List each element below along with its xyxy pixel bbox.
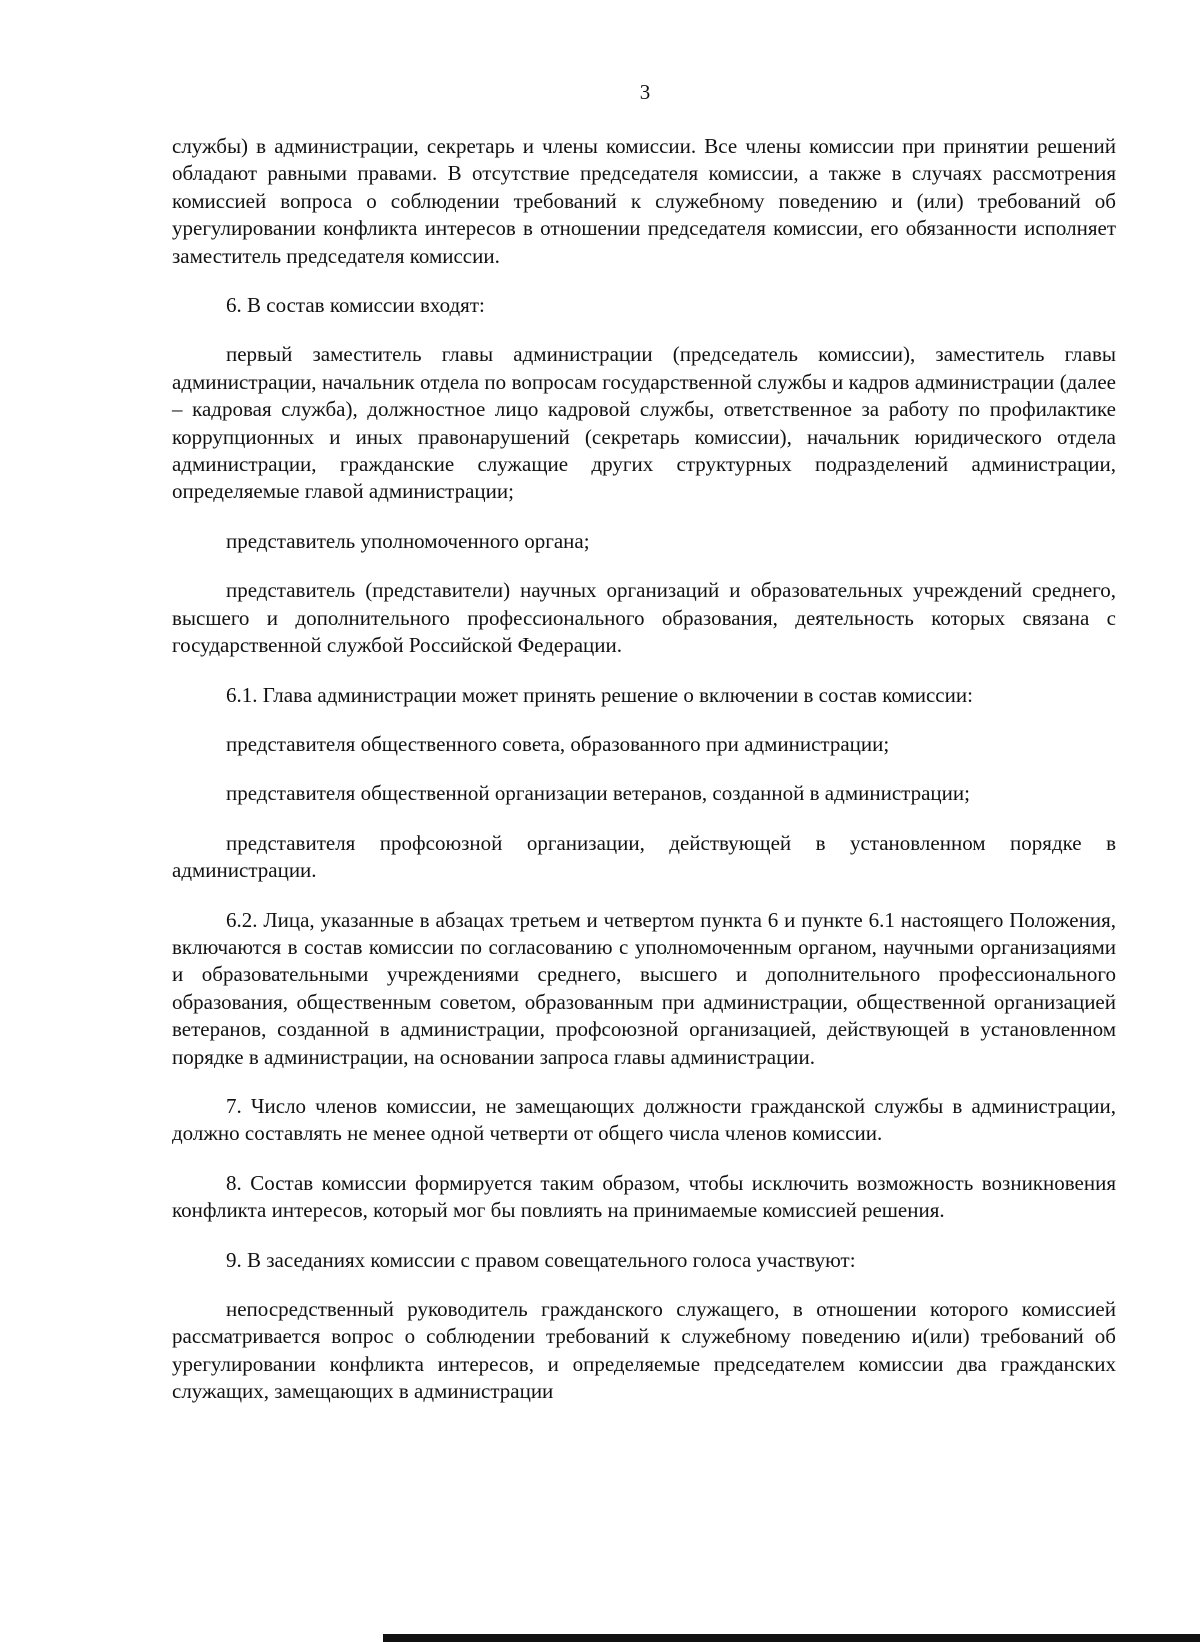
paragraph-item-6-2: 6.2. Лица, указанные в абзацах третьем и четвертом пункта 6 и пункте 6.1 настоящего Положения, включаются в состав комиссии по согласованию с уполномоченным органом, научными организациями и образовательными учреждениями среднего, высшего и дополнительного профессионального образования, общественным советом, образованным при администрации, общественной организацией ветеранов, созданной в администрации, профсоюзной организацией, действующей в установленном порядке в администрации, на основании запроса главы администрации. xyxy=(172,907,1116,1069)
paragraph-trade-union: представителя профсоюзной организации, действующей в установленном порядке в администрации. xyxy=(172,830,1116,883)
paragraph-item-8: 8. Состав комиссии формируется таким образом, чтобы исключить возможность возникновения конфликта интересов, который мог бы повлиять на принимаемые комиссией решения. xyxy=(172,1170,1116,1223)
paragraph-item-9: 9. В заседаниях комиссии с правом совещательного голоса участвуют: xyxy=(226,1247,856,1272)
paragraph-authorized-body: представитель уполномоченного органа; xyxy=(226,528,590,553)
paragraph-advisory-participants: непосредственный руководитель гражданского служащего, в отношении которого комиссией рассматривается вопрос о соблюдении требований к служебному поведению и(или) требований об урегулировании конфликта интересов, и определяемые председателем комиссии два гражданских служащих, замещающих в администрации xyxy=(172,1297,1116,1404)
document-body xyxy=(172,133,1116,1428)
paragraph-scientific-representatives: представитель (представители) научных организаций и образовательных учреждений среднего, высшего и дополнительного профессионального образования, деятельность которых связана с государственной службой Российской Федерации. xyxy=(172,578,1116,658)
paragraph-item-6-1: 6.1. Глава администрации может принять решение о включении в состав комиссии: xyxy=(226,682,973,707)
page-number: 3 xyxy=(639,80,651,104)
paragraph-public-council: представителя общественного совета, образованного при администрации; xyxy=(226,731,890,756)
scan-edge-line xyxy=(383,1634,1200,1642)
paragraph-item-6: 6. В состав комиссии входят: xyxy=(226,293,485,318)
paragraph-continuation: службы) в администрации, секретарь и члены комиссии. Все члены комиссии при принятии решений обладают равными правами. В отсутствие председателя комиссии, а также в случаях рассмотрения комиссией вопроса о соблюдении требований к служебному поведению и (или) требований об урегулировании конфликта интересов в отношении председателя комиссии, его обязанности исполняет заместитель председателя комиссии. xyxy=(172,134,1116,268)
paragraph-veterans-organization: представителя общественной организации ветеранов, созданной в администрации; xyxy=(226,781,970,806)
paragraph-item-7: 7. Число членов комиссии, не замещающих должности гражданской службы в администрации, должно составлять не менее одной четверти от общего числа членов комиссии. xyxy=(172,1093,1116,1146)
paragraph-commission-members: первый заместитель главы администрации (председатель комиссии), заместитель главы администрации, начальник отдела по вопросам государственной службы и кадров администрации (далее – кадровая служба), должностное лицо кадровой службы, ответственное за работу по профилактике коррупционных и иных правонарушений (секретарь комиссии), начальник юридического отдела администрации, гражданские служащие других структурных подразделений администрации, определяемые главой администрации; xyxy=(172,342,1116,504)
